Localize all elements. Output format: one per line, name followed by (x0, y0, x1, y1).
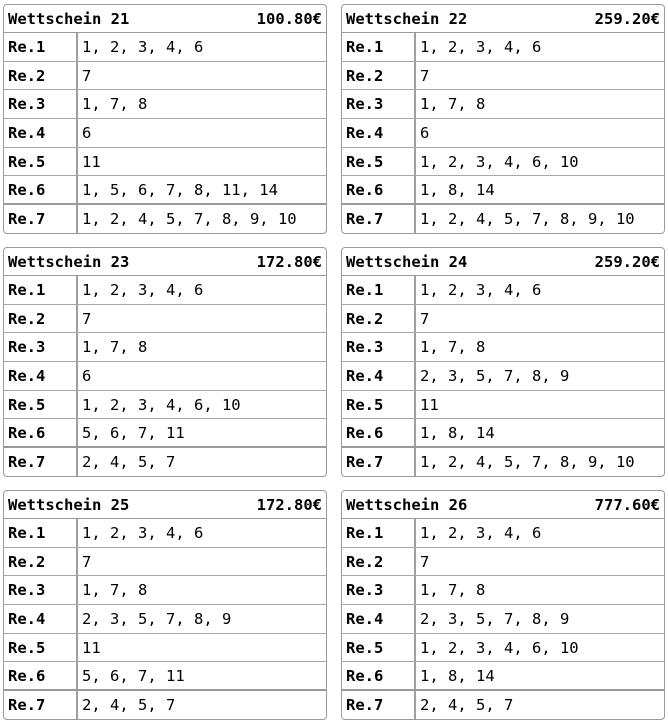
row-label: Re.5 (4, 391, 78, 419)
row-value: 7 (420, 309, 430, 328)
table-row (4, 119, 326, 148)
row-value: 11 (82, 152, 101, 171)
row-value: 1, 7, 8 (420, 338, 486, 357)
table-row (4, 634, 326, 663)
row-label: Re.3 (4, 333, 78, 361)
table-row (342, 419, 664, 448)
row-value: 1, 7, 8 (420, 581, 486, 600)
table-row (4, 576, 326, 605)
row-value: 5, 6, 7, 11 (82, 423, 185, 442)
card-title: Wettschein 22 (346, 9, 468, 28)
row-value: 2, 4, 5, 7 (82, 453, 176, 472)
row-label: Re.7 (4, 205, 78, 234)
row-value: 2, 3, 5, 7, 8, 9 (420, 366, 570, 385)
table-row (342, 519, 664, 548)
table-row (342, 691, 664, 720)
betting-slip-card (341, 4, 665, 234)
table-row (4, 691, 326, 720)
row-label: Re.3 (4, 90, 78, 118)
row-value: 1, 2, 3, 4, 6, 10 (82, 395, 241, 414)
row-label: Re.1 (342, 519, 416, 547)
row-label: Re.6 (4, 419, 78, 446)
row-label: Re.7 (4, 691, 78, 720)
row-value: 1, 2, 4, 5, 7, 8, 9, 10 (82, 210, 297, 229)
betting-slip-card (3, 4, 327, 234)
row-value: 1, 7, 8 (82, 95, 148, 114)
card-header (342, 5, 664, 33)
table-row (4, 448, 326, 477)
row-label: Re.5 (342, 391, 416, 419)
row-value: 2, 4, 5, 7 (420, 696, 514, 715)
card-title: Wettschein 23 (8, 252, 130, 271)
table-row (4, 305, 326, 334)
row-label: Re.3 (4, 576, 78, 604)
row-value: 6 (82, 366, 92, 385)
row-value: 5, 6, 7, 11 (82, 666, 185, 685)
row-value: 1, 5, 6, 7, 8, 11, 14 (82, 180, 278, 199)
table-row (342, 634, 664, 663)
row-value: 11 (420, 395, 439, 414)
card-amount: 172.80€ (256, 495, 322, 514)
row-value: 1, 2, 3, 4, 6 (82, 280, 204, 299)
row-label: Re.4 (4, 362, 78, 390)
table-row (4, 90, 326, 119)
card-title: Wettschein 24 (346, 252, 468, 271)
row-value: 2, 4, 5, 7 (82, 696, 176, 715)
table-row (342, 362, 664, 391)
betting-slip-grid (3, 4, 665, 720)
row-label: Re.4 (4, 119, 78, 147)
row-label: Re.2 (4, 548, 78, 576)
row-label: Re.1 (4, 519, 78, 547)
row-value: 6 (420, 123, 430, 142)
row-label: Re.3 (342, 333, 416, 361)
row-label: Re.7 (342, 691, 416, 720)
row-value: 1, 2, 3, 4, 6, 10 (420, 152, 579, 171)
row-value: 1, 8, 14 (420, 666, 495, 685)
row-value: 1, 2, 3, 4, 6, 10 (420, 638, 579, 657)
row-label: Re.6 (342, 419, 416, 446)
row-value: 7 (82, 66, 92, 85)
table-row (342, 148, 664, 177)
row-value: 1, 2, 4, 5, 7, 8, 9, 10 (420, 453, 635, 472)
table-row (342, 33, 664, 62)
row-label: Re.2 (342, 548, 416, 576)
row-value: 1, 2, 3, 4, 6 (82, 37, 204, 56)
row-value: 1, 8, 14 (420, 423, 495, 442)
row-value: 7 (420, 66, 430, 85)
row-value: 11 (82, 638, 101, 657)
card-title: Wettschein 25 (8, 495, 130, 514)
row-label: Re.4 (342, 362, 416, 390)
card-header (342, 491, 664, 519)
row-label: Re.3 (342, 90, 416, 118)
card-title: Wettschein 26 (346, 495, 468, 514)
row-label: Re.4 (4, 605, 78, 633)
table-row (342, 276, 664, 305)
row-label: Re.2 (342, 62, 416, 90)
betting-slip-card (3, 247, 327, 477)
row-label: Re.5 (342, 148, 416, 176)
card-title: Wettschein 21 (8, 9, 130, 28)
card-header (4, 5, 326, 33)
table-row (342, 605, 664, 634)
card-amount: 259.20€ (594, 9, 660, 28)
table-row (342, 62, 664, 91)
row-value: 1, 7, 8 (82, 338, 148, 357)
betting-slip-card (3, 490, 327, 720)
table-row (342, 205, 664, 234)
row-label: Re.5 (4, 634, 78, 662)
table-row (342, 90, 664, 119)
table-row (4, 419, 326, 448)
card-amount: 172.80€ (256, 252, 322, 271)
table-row (342, 448, 664, 477)
table-row (342, 548, 664, 577)
table-row (4, 333, 326, 362)
row-label: Re.4 (342, 605, 416, 633)
row-value: 1, 2, 3, 4, 6 (420, 37, 542, 56)
table-row (342, 391, 664, 420)
table-row (342, 119, 664, 148)
table-row (342, 662, 664, 691)
table-row (342, 576, 664, 605)
table-row (4, 276, 326, 305)
table-row (4, 362, 326, 391)
row-value: 1, 7, 8 (82, 581, 148, 600)
card-amount: 259.20€ (594, 252, 660, 271)
row-label: Re.2 (342, 305, 416, 333)
table-row (4, 205, 326, 234)
row-value: 1, 8, 14 (420, 180, 495, 199)
table-row (4, 391, 326, 420)
card-header (4, 248, 326, 276)
row-value: 7 (82, 309, 92, 328)
table-row (342, 333, 664, 362)
row-label: Re.7 (342, 448, 416, 477)
card-amount: 777.60€ (594, 495, 660, 514)
row-value: 7 (82, 552, 92, 571)
table-row (4, 148, 326, 177)
table-row (4, 548, 326, 577)
table-row (4, 605, 326, 634)
table-row (4, 176, 326, 205)
row-label: Re.1 (4, 33, 78, 61)
row-label: Re.2 (4, 62, 78, 90)
row-value: 1, 2, 3, 4, 6 (420, 280, 542, 299)
row-label: Re.3 (342, 576, 416, 604)
row-label: Re.2 (4, 305, 78, 333)
row-value: 2, 3, 5, 7, 8, 9 (420, 609, 570, 628)
card-header (4, 491, 326, 519)
table-row (342, 176, 664, 205)
row-label: Re.1 (342, 33, 416, 61)
row-label: Re.7 (342, 205, 416, 234)
row-value: 1, 2, 3, 4, 6 (82, 523, 204, 542)
table-row (342, 305, 664, 334)
row-label: Re.6 (342, 176, 416, 203)
betting-slip-card (341, 247, 665, 477)
table-row (4, 662, 326, 691)
card-amount: 100.80€ (256, 9, 322, 28)
row-label: Re.5 (342, 634, 416, 662)
row-label: Re.6 (4, 176, 78, 203)
row-value: 7 (420, 552, 430, 571)
row-value: 1, 2, 4, 5, 7, 8, 9, 10 (420, 210, 635, 229)
table-row (4, 33, 326, 62)
row-value: 1, 7, 8 (420, 95, 486, 114)
row-label: Re.1 (342, 276, 416, 304)
betting-slip-card (341, 490, 665, 720)
table-row (4, 62, 326, 91)
row-label: Re.4 (342, 119, 416, 147)
row-label: Re.1 (4, 276, 78, 304)
row-value: 2, 3, 5, 7, 8, 9 (82, 609, 232, 628)
row-value: 6 (82, 123, 92, 142)
row-label: Re.6 (4, 662, 78, 689)
row-label: Re.5 (4, 148, 78, 176)
table-row (4, 519, 326, 548)
row-value: 1, 2, 3, 4, 6 (420, 523, 542, 542)
card-header (342, 248, 664, 276)
row-label: Re.6 (342, 662, 416, 689)
row-label: Re.7 (4, 448, 78, 477)
